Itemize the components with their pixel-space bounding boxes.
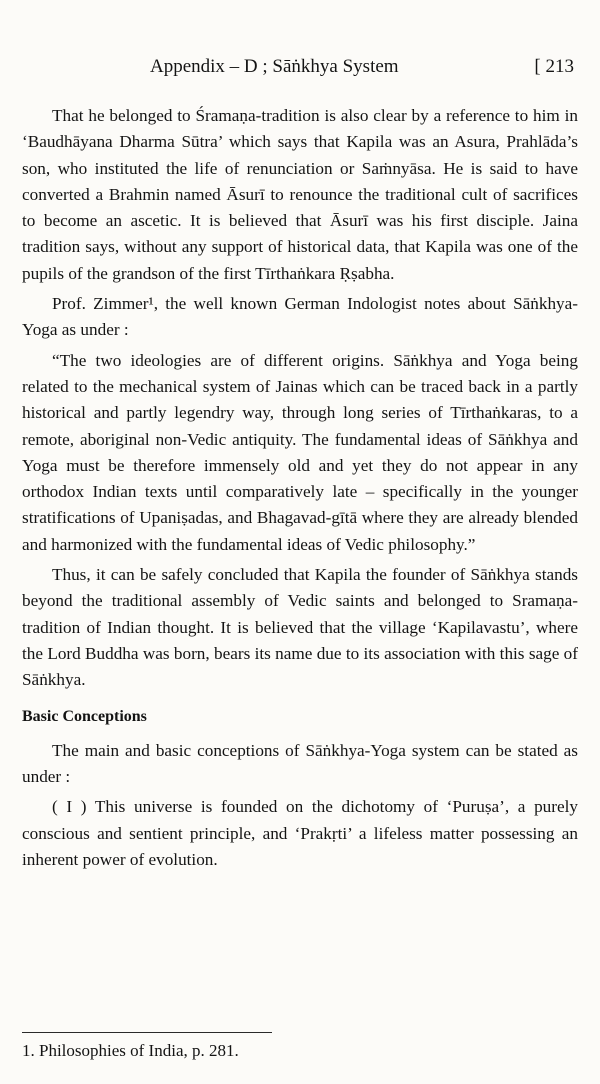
page-number: [ 213	[534, 56, 574, 77]
paragraph-conception-1: ( I ) This universe is founded on the dichotomy of ‘Puruṣa’, a purely conscious and sentient principle, and ‘Prakṛti’ a lifeless matter possessing an inherent power of evolution.	[22, 797, 578, 870]
paragraph-zimmer-quote: “The two ideologies are of different origins. Sāṅkhya and Yoga being related to the mechanical system of Jainas which can be traced back in a partly historical and partly legendry way, through long series of Tīrthaṅkaras, to a remote, aboriginal non-Vedic antiquity. The fundamental ideas of Sāṅkhya and Yoga must be therefore immensely old and yet they do not appear in any orthodox Indian texts until comparatively late – specifically in the younger stratifications of Upaniṣadas, and Bhagavad-gītā where they are already blended and harmonized with the fundamental ideas of Vedic philosophy.”	[22, 350, 578, 554]
footnote: 1. Philosophies of India, p. 281.	[22, 1041, 239, 1060]
paragraph-zimmer-intro: Prof. Zimmer¹, the well known German Indologist notes about Sāṅkhya-Yoga as under :	[22, 294, 578, 340]
page-header	[0, 56, 600, 84]
paragraph-conclusion: Thus, it can be safely concluded that Kapila the founder of Sāṅkhya stands beyond the traditional assembly of Vedic saints and belonged to Sramaṇa-tradition of Indian thought. It is believed that the village ‘Kapilavastu’, where the Lord Buddha was born, bears its name due to its association with this sage of Sāṅkhya.	[22, 565, 578, 690]
footnote-divider	[22, 1032, 272, 1033]
paragraph-sramana-tradition: That he belonged to Śramaṇa-tradition is also clear by a reference to him in ‘Baudhāyana Dharma Sūtra’ which says that Kapila was an Asura, Prahlāda’s son, who instituted the life of renunciation or Saṁnyāsa. He is said to have converted a Brahmin named Āsurī to renounce the traditional cult of sacrifices to become an ascetic. It is believed that Āsurī was his first disciple. Jaina tradition says, without any support of historical data, that Kapila was one of the pupils of the grandson of the first Tīrthaṅkara Ṛṣabha.	[22, 106, 578, 283]
section-heading: Basic Conceptions	[22, 707, 147, 725]
running-title: Appendix – D ; Sāṅkhya System	[150, 56, 399, 77]
main-text	[22, 103, 578, 877]
paragraph-conceptions-intro: The main and basic conceptions of Sāṅkhya-Yoga system can be stated as under :	[22, 740, 578, 787]
